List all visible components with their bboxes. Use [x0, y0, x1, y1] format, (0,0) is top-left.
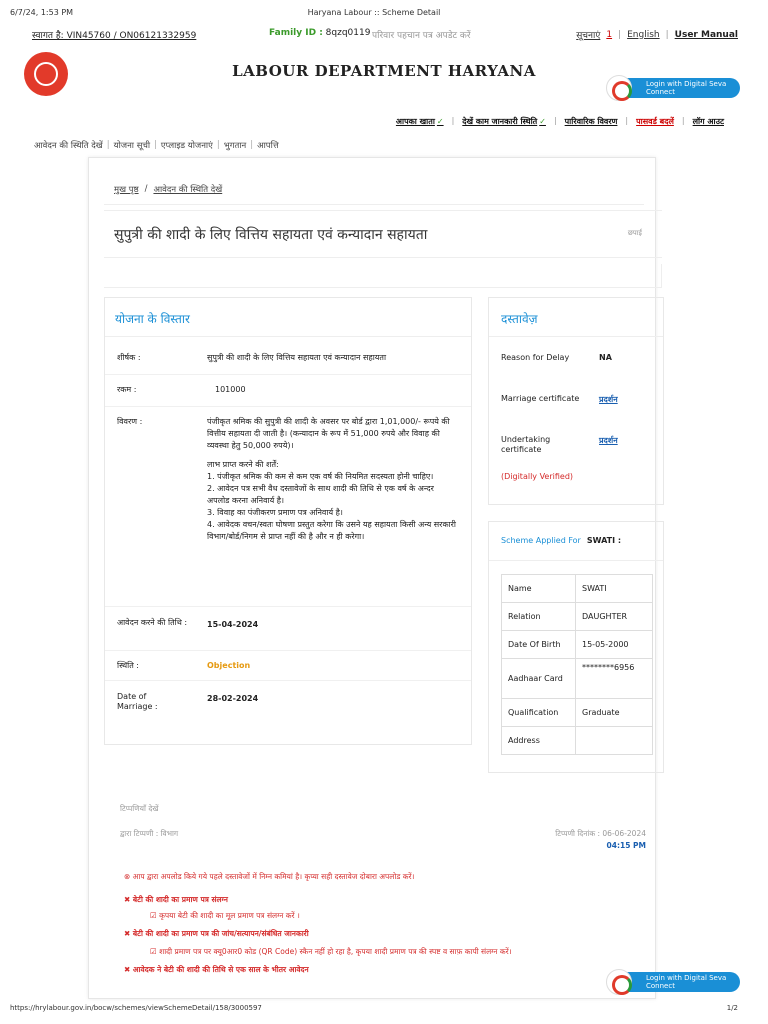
notices-link[interactable]: सूचनाएं — [576, 31, 601, 41]
breadcrumb-current[interactable]: आवेदन की स्थिति देखें — [153, 185, 223, 195]
objection-line: ✖ बेटी की शादी का प्रमाण पत्र की जांच/सत्यापन/संबंधित जानकारी — [124, 929, 309, 938]
comment-date: टिप्पणी दिनांक : 06-06-2024 — [555, 829, 646, 838]
update-family-id-link[interactable]: परिवार पहचान पत्र अपडेट करें — [372, 31, 471, 41]
print-title: Haryana Labour :: Scheme Detail — [307, 8, 441, 17]
delay-reason-value: NA — [599, 353, 612, 362]
beneficiary-table — [501, 574, 653, 755]
status-label: स्थिति : — [117, 661, 140, 670]
menu-applied-schemes[interactable]: एप्लाइड योजनाएं — [160, 141, 213, 151]
english-link[interactable]: English — [627, 29, 660, 40]
menu-payment[interactable]: भुगतान — [223, 141, 247, 151]
amount-value: 101000 — [215, 385, 246, 394]
scheme-details-card — [104, 297, 472, 745]
objection-line: ☑ कृपया बेटी की शादी का मूल प्रमाण पत्र संलग्न करें । — [150, 911, 300, 920]
marriage-certificate-label: Marriage certificate — [501, 394, 580, 403]
menu-family-details[interactable]: पारिवारिक विवरण — [564, 117, 618, 126]
family-id — [269, 28, 370, 38]
heading-value: सुपुत्री की शादी के लिए वित्तिय सहायता एवं कन्यादान सहायता — [207, 353, 387, 362]
objection-line: ✖ आवेदक ने बेटी की शादी की तिथि से एक साल के भीतर आवेदन — [124, 965, 309, 974]
page-url: https://hrylabour.gov.in/bocw/schemes/viewSchemeDetail/158/3000597 — [10, 1004, 262, 1012]
dsc-label: Login with Digital Seva Connect — [646, 974, 727, 990]
empty-panel — [104, 264, 662, 288]
check-icon: ✓ — [436, 117, 444, 126]
account-menu: आपका खाता ✓ | देखें काम जानकारी स्थिति ✓ | पारिवारिक विवरण | पासवर्ड बदलें | लॉग आउट — [395, 116, 724, 126]
department-title: LABOUR DEPARTMENT HARYANA — [232, 62, 536, 80]
digital-seva-icon — [606, 75, 632, 101]
user-manual-link[interactable]: User Manual — [674, 29, 738, 40]
scheme-applied-heading: Scheme Applied For SWATI : — [501, 536, 622, 545]
table-row: Address — [502, 727, 653, 755]
divider: | — [618, 29, 622, 40]
menu-account[interactable]: आपका खाता ✓ — [395, 117, 444, 126]
view-comments-heading: टिप्पणियाँ देखें — [120, 804, 159, 813]
top-bar — [32, 28, 738, 42]
marriage-date-label: Date of Marriage : — [117, 692, 158, 711]
menu-application-status[interactable]: आवेदन की स्थिति देखें — [34, 141, 103, 151]
dsc-label: Login with Digital Seva Connect — [646, 80, 727, 96]
undertaking-certificate-view-link[interactable]: प्रदर्शन — [599, 436, 618, 445]
marriage-certificate-view-link[interactable]: प्रदर्शन — [599, 395, 618, 404]
objection-line: ✖ बेटी की शादी का प्रमाण पत्र संलग्न — [124, 895, 228, 904]
breadcrumb: मुख पृष्ठ / आवेदन की स्थिति देखें — [114, 184, 223, 195]
family-id-value: 8qzq0119 — [325, 28, 371, 38]
apply-date-value: 15-04-2024 — [207, 620, 259, 629]
digital-seva-icon — [606, 969, 632, 995]
table-row: Relation DAUGHTER — [502, 603, 653, 631]
divider: | — [665, 29, 669, 40]
digital-seva-connect-button[interactable] — [608, 972, 740, 992]
top-links — [576, 28, 738, 41]
delay-reason-label: Reason for Delay — [501, 353, 570, 362]
notices-count[interactable]: 1 — [606, 29, 613, 40]
card-title: योजना के विस्तार — [115, 312, 190, 326]
menu-change-password[interactable]: पासवर्ड बदलें — [636, 117, 674, 126]
print-datetime: 6/7/24, 1:53 PM — [10, 8, 74, 17]
comment-by: द्वारा टिप्पणी : विभाग — [120, 829, 179, 838]
undertaking-certificate-label: Undertaking certificate — [501, 435, 551, 454]
heading-label: शीर्षक : — [117, 353, 141, 362]
description-value: पंजीकृत श्रमिक की सुपुत्री की शादी के अवसर पर बोर्ड द्वारा 1,01,000/- रूपये की वित्तीय सहायता दी जाती है। (कन्यादान के रूप में 51,000 रुपये और विवाह की व्यवस्था हेतु 50,000 रुपये)। लाभ प्राप्त करने की शर्तें: 1. पंजीकृत श्रमिक की कम से कम एक वर्ष की नियमित सदस्यता होनी चाहिए। 2. आवेदन पत्र सभी वैध दस्तावेजों के साथ शादी की तिथि से एक वर्ष के अन्दर अपलोड करना अनिवार्य है। 3. विवाह का पंजीकरण प्रमाण पत्र अनिवार्य है। 4. आवेदक वचन/स्वतः घोषणा प्रस्तुत करेगा कि उसने यह सहायता किसी अन्य सरकारी विभाग/बोर्ड/निगम से प्राप्त नहीं की है और न ही करेगा। — [207, 417, 457, 541]
table-row: Name SWATI — [502, 575, 653, 603]
scheme-applied-card — [488, 521, 664, 773]
apply-date-label: आवेदन करने की तिथि : — [117, 618, 188, 627]
digitally-verified-note: (Digitally Verified) — [501, 472, 574, 481]
table-row: Qualification Graduate — [502, 699, 653, 727]
objection-line: ☑ शादी प्रमाण पत्र पर क्यू0आर0 कोड (QR Code) स्कैन नहीं हो रहा है, कृपया शादी प्रमाण पत्र की स्पष्ट व साफ़ कापी संलग्न करें। — [150, 947, 512, 956]
table-row: Date Of Birth 15-05-2000 — [502, 631, 653, 659]
scheme-title-card — [104, 210, 662, 258]
objection-line: ⊗ आप द्वारा अपलोड किये गये पहले दस्तावेजों में निम्न कमियां है। कृप्या सही दस्तावेज दोबारा अपलोड करें। — [124, 872, 415, 881]
menu-objection[interactable]: आपत्ति — [257, 141, 279, 151]
table-row: Aadhaar Card ********6956 — [502, 659, 653, 699]
breadcrumb-home[interactable]: मुख पृष्ठ — [114, 185, 139, 195]
welcome-user-link[interactable]: स्वागत है: VIN45760 / ON06121332959 — [32, 31, 197, 41]
description-label: विवरण : — [117, 417, 143, 426]
amount-label: रकम : — [117, 385, 137, 394]
status-badge: Objection — [207, 661, 251, 670]
check-icon: ✓ — [539, 117, 546, 126]
marriage-date-value: 28-02-2024 — [207, 694, 259, 703]
family-id-label: Family ID : — [269, 28, 323, 38]
card-title: दस्तावेज़ — [501, 312, 538, 326]
page-number: 1/2 — [726, 1004, 738, 1012]
menu-scheme-list[interactable]: योजना सूची — [113, 141, 151, 151]
comment-time: 04:15 PM — [606, 841, 646, 850]
divider — [104, 204, 644, 205]
documents-card — [488, 297, 664, 505]
page-title: सुपुत्री की शादी के लिए वित्तिय सहायता एवं कन्यादान सहायता — [114, 227, 428, 243]
print-button[interactable]: छपाई — [627, 229, 642, 237]
menu-logout[interactable]: लॉग आउट — [692, 117, 724, 126]
digital-seva-connect-button[interactable] — [608, 78, 740, 98]
menu-work-info[interactable]: देखें काम जानकारी स्थिति ✓ — [462, 117, 546, 126]
main-menu: आवेदन की स्थिति देखें | योजना सूची | एप्लाइड योजनाएं | भुगतान | आपत्ति — [34, 140, 279, 151]
